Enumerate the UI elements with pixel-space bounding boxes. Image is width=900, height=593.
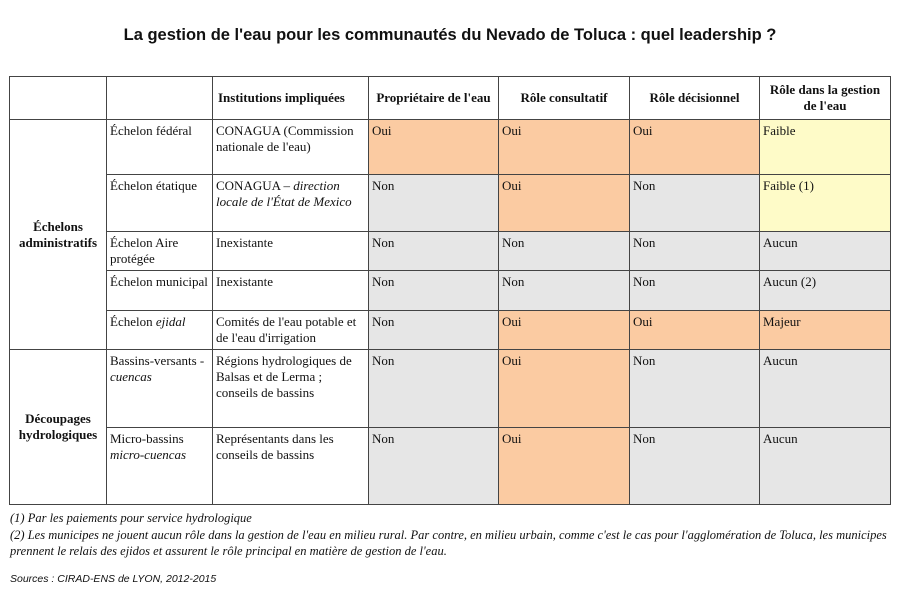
decisionnel-cell: Oui <box>630 120 760 175</box>
header-blank-1 <box>10 77 107 120</box>
echelon-cell <box>107 428 213 505</box>
proprietaire-cell: Non <box>369 428 499 505</box>
source-note: Sources : CIRAD-ENS de LYON, 2012-2015 <box>10 573 217 585</box>
decisionnel-cell: Non <box>630 175 760 232</box>
echelon-prefix: Micro-bassins <box>110 431 184 446</box>
echelon-term: - cuencas <box>110 353 205 384</box>
echelon-cell: Échelon fédéral <box>107 120 213 175</box>
echelon-term: micro-cuencas <box>110 447 187 462</box>
table-row <box>10 232 891 271</box>
water-governance-table <box>9 76 891 505</box>
decisionnel-cell: Non <box>630 232 760 271</box>
header-consultatif: Rôle consultatif <box>499 77 630 120</box>
group-label-hydrologiques: Découpages hydrologiques <box>10 350 107 505</box>
proprietaire-cell: Oui <box>369 120 499 175</box>
gestion-cell: Aucun (2) <box>760 271 891 311</box>
consultatif-cell: Oui <box>499 350 630 428</box>
header-gestion: Rôle dans la gestion de l'eau <box>760 77 891 120</box>
consultatif-cell: Non <box>499 232 630 271</box>
institution-cell: CONAGUA (Commission nationale de l'eau) <box>213 120 369 175</box>
table-row <box>10 120 891 175</box>
table-row <box>10 311 891 350</box>
proprietaire-cell: Non <box>369 350 499 428</box>
gestion-cell: Faible <box>760 120 891 175</box>
consultatif-cell: Oui <box>499 428 630 505</box>
header-institutions: Institutions impliquées <box>213 77 369 120</box>
decisionnel-cell: Non <box>630 271 760 311</box>
table-row <box>10 175 891 232</box>
institution-cell: Inexistante <box>213 271 369 311</box>
footnotes <box>10 510 890 560</box>
table-row <box>10 350 891 428</box>
consultatif-cell: Oui <box>499 175 630 232</box>
header-row <box>10 77 891 120</box>
page-title: La gestion de l'eau pour les communautés du Nevado de Toluca : quel leadership ? <box>123 26 777 44</box>
proprietaire-cell: Non <box>369 311 499 350</box>
echelon-cell: Échelon municipal <box>107 271 213 311</box>
decisionnel-cell: Oui <box>630 311 760 350</box>
header-decisionnel: Rôle décisionnel <box>630 77 760 120</box>
echelon-cell: Échelon Aire protégée <box>107 232 213 271</box>
decisionnel-cell: Non <box>630 350 760 428</box>
echelon-prefix: Bassins-versants <box>110 353 200 368</box>
table-row <box>10 428 891 505</box>
echelon-cell: Échelon étatique <box>107 175 213 232</box>
footnote-2: (2) Les municipes ne jouent aucun rôle dans la gestion de l'eau en milieu rural. Par contre, en milieu urbain, comme c'est le cas pour l'agglomération de Toluca, les municipes prennent le relais des ejidos et assurent le rôle principal en matière de gestion de l'eau. <box>10 527 887 558</box>
gestion-cell: Aucun <box>760 428 891 505</box>
consultatif-cell: Oui <box>499 120 630 175</box>
proprietaire-cell: Non <box>369 271 499 311</box>
institution-name: CONAGUA – <box>216 178 294 193</box>
institution-cell: Inexistante <box>213 232 369 271</box>
institution-cell: Comités de l'eau potable et de l'eau d'irrigation <box>213 311 369 350</box>
echelon-term: ejidal <box>155 314 186 329</box>
header-proprietaire: Propriétaire de l'eau <box>369 77 499 120</box>
footnote-1: (1) Par les paiements pour service hydrologique <box>10 511 252 525</box>
echelon-cell <box>107 350 213 428</box>
institution-cell: Régions hydrologiques de Balsas et de Lerma ; conseils de bassins <box>213 350 369 428</box>
echelon-cell <box>107 311 213 350</box>
institution-detail: direction locale de l'État de Mexico <box>216 178 352 209</box>
echelon-prefix: Échelon <box>110 314 156 329</box>
proprietaire-cell: Non <box>369 175 499 232</box>
gestion-cell: Majeur <box>760 311 891 350</box>
consultatif-cell: Oui <box>499 311 630 350</box>
institution-cell: Représentants dans les conseils de bassins <box>213 428 369 505</box>
consultatif-cell: Non <box>499 271 630 311</box>
decisionnel-cell: Non <box>630 428 760 505</box>
table-row <box>10 271 891 311</box>
group-label-administratifs: Échelons administratifs <box>10 120 107 350</box>
gestion-cell: Aucun <box>760 350 891 428</box>
header-blank-2 <box>107 77 213 120</box>
proprietaire-cell: Non <box>369 232 499 271</box>
gestion-cell: Faible (1) <box>760 175 891 232</box>
institution-cell <box>213 175 369 232</box>
gestion-cell: Aucun <box>760 232 891 271</box>
